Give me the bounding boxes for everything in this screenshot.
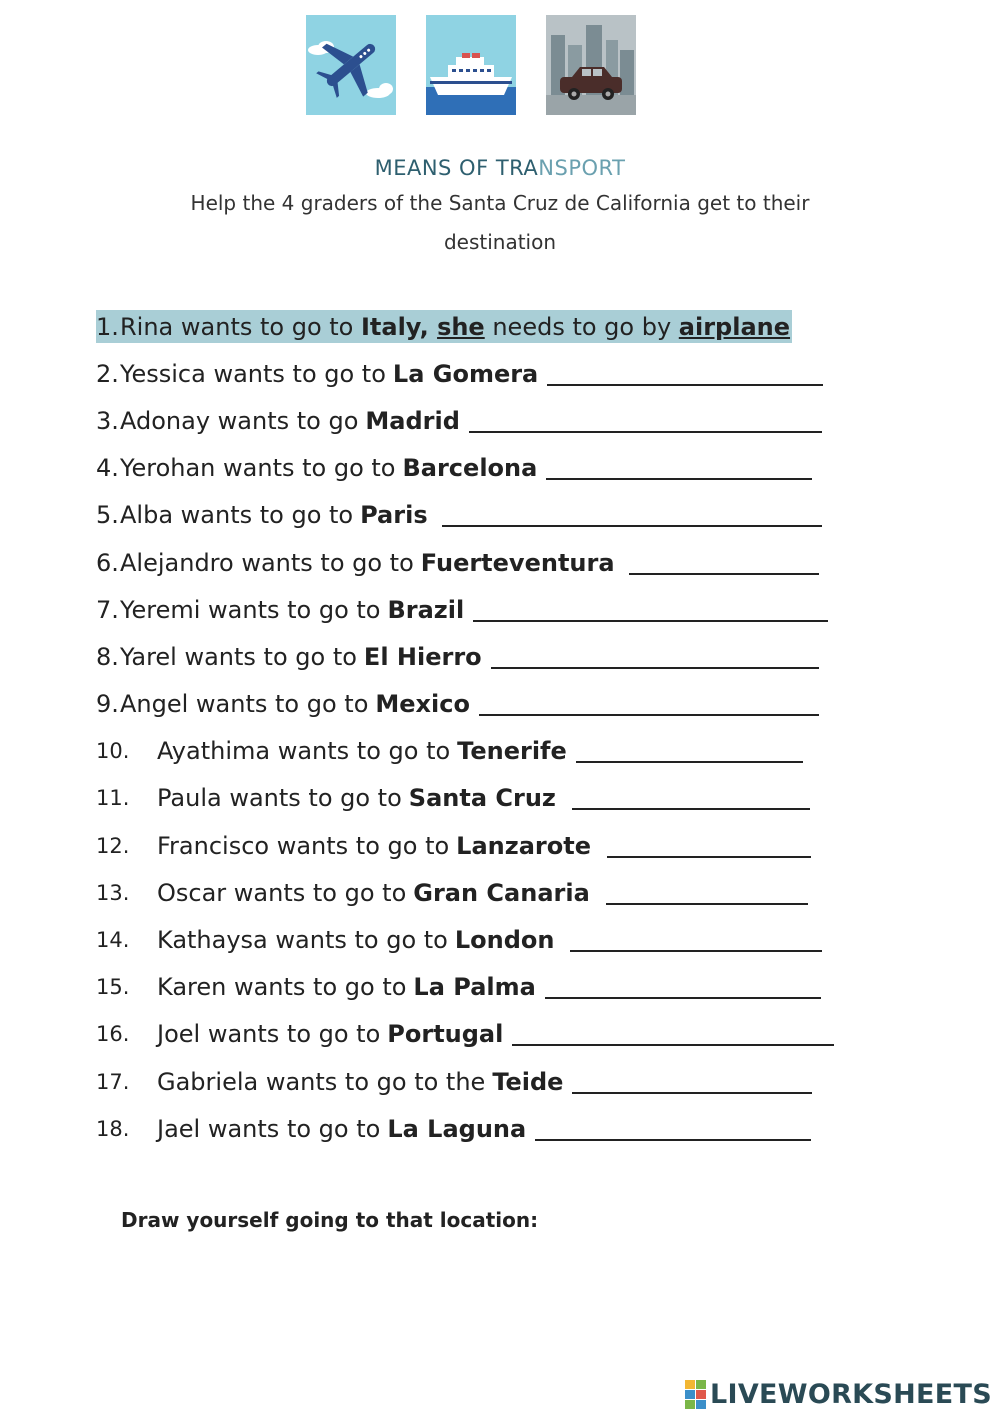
liveworksheets-logo-icon [685,1380,706,1409]
list-item [96,539,896,586]
example-middle: needs to go by [484,312,679,341]
exercise-list [96,303,896,1152]
item-number: 4. [96,454,119,483]
answer-blank[interactable] [570,928,822,952]
answer-blank[interactable] [606,881,808,905]
item-destination: La Laguna [387,1114,527,1143]
item-destination: Madrid [365,406,460,435]
example-text-before: Rina wants to go to [120,312,361,341]
title-part-1: MEANS OF TRA [374,156,539,180]
item-destination: La Palma [413,973,536,1002]
answer-blank[interactable] [512,1022,834,1046]
item-number: 17. [96,1069,130,1094]
item-number: 1. [96,312,119,341]
page-subtitle: Help the 4 graders of the Santa Cruz de California get to their destination [190,191,810,254]
answer-blank[interactable] [576,739,803,763]
item-text: Ayathima wants to go to [157,737,451,766]
transport-icons [306,15,636,115]
item-text: Yerohan wants to go to [120,454,396,483]
item-number: 16. [96,1022,130,1047]
list-item [96,586,896,633]
answer-blank[interactable] [479,692,819,716]
list-item [96,1058,896,1105]
car-icon [546,15,636,115]
item-text: Jael wants to go to [157,1114,381,1143]
answer-blank[interactable] [572,1070,812,1094]
item-text: Kathaysa wants to go to [157,926,448,955]
example-destination: Italy, [360,312,438,341]
item-destination: Tenerife [457,737,567,766]
item-text: Joel wants to go to [157,1020,381,1049]
item-number: 13. [96,880,130,905]
answer-blank[interactable] [572,786,810,810]
item-number: 6. [96,548,119,577]
item-destination: Barcelona [402,454,538,483]
list-item [96,916,896,963]
item-destination: Lanzarote [456,831,591,860]
item-text: Yessica wants to go to [120,359,386,388]
answer-blank[interactable] [546,456,812,480]
item-text: Angel wants to go to [120,690,369,719]
item-number: 3. [96,406,119,435]
answer-blank[interactable] [607,834,811,858]
answer-blank[interactable] [535,1117,811,1141]
list-item [96,822,896,869]
item-text: Paula wants to go to [157,784,402,813]
answer-blank[interactable] [469,409,822,433]
list-item [96,869,896,916]
item-number: 14. [96,928,130,953]
item-destination: Brazil [387,595,465,624]
item-number: 10. [96,739,130,764]
item-text: Karen wants to go to [157,973,407,1002]
item-destination: Fuerteventura [420,548,615,577]
item-number: 9. [96,690,119,719]
list-item [96,397,896,444]
answer-blank[interactable] [629,551,819,575]
answer-blank[interactable] [547,362,823,386]
answer-blank[interactable] [473,598,828,622]
answer-blank[interactable] [545,975,821,999]
example-answer: airplane [678,312,791,341]
list-item [96,445,896,492]
footer-brand [685,1379,992,1410]
item-text: Gabriela wants to go to the [157,1067,486,1096]
draw-prompt: Draw yourself going to that location: [121,1208,539,1232]
list-item [96,681,896,728]
item-number: 5. [96,501,119,530]
title-part-2: NSPORT [538,156,626,180]
item-destination: Portugal [387,1020,504,1049]
item-number: 11. [96,786,130,811]
item-destination: Mexico [375,690,470,719]
list-item [96,775,896,822]
item-destination: Paris [360,501,428,530]
item-destination: Teide [492,1067,564,1096]
item-text: Yarel wants to go to [120,642,357,671]
item-destination: Santa Cruz [408,784,556,813]
item-destination: Gran Canaria [413,878,590,907]
list-item [96,964,896,1011]
example-pronoun: she [437,312,485,341]
item-number: 12. [96,833,130,858]
list-item [96,1011,896,1058]
item-text: Alejandro wants to go to [120,548,414,577]
answer-blank[interactable] [442,503,822,527]
ship-icon [426,15,516,115]
item-destination: London [454,926,555,955]
example-highlight [96,310,792,343]
list-item [96,728,896,775]
item-text: Oscar wants to go to [157,878,407,907]
item-text: Alba wants to go to [120,501,354,530]
item-destination: El Hierro [363,642,482,671]
item-destination: La Gomera [392,359,539,388]
brand-name: LIVEWORKSHEETS [709,1379,992,1410]
item-text: Yeremi wants to go to [120,595,381,624]
item-text: Adonay wants to go [120,406,359,435]
item-number: 15. [96,975,130,1000]
page-title [0,156,1000,180]
list-item [96,350,896,397]
answer-blank[interactable] [491,645,819,669]
airplane-icon [306,15,396,115]
item-number: 7. [96,595,119,624]
item-number: 8. [96,642,119,671]
list-item [96,492,896,539]
list-item [96,1105,896,1152]
list-item [96,633,896,680]
list-item-example [96,303,896,350]
item-number: 2. [96,359,119,388]
item-number: 18. [96,1116,130,1141]
item-text: Francisco wants to go to [157,831,450,860]
